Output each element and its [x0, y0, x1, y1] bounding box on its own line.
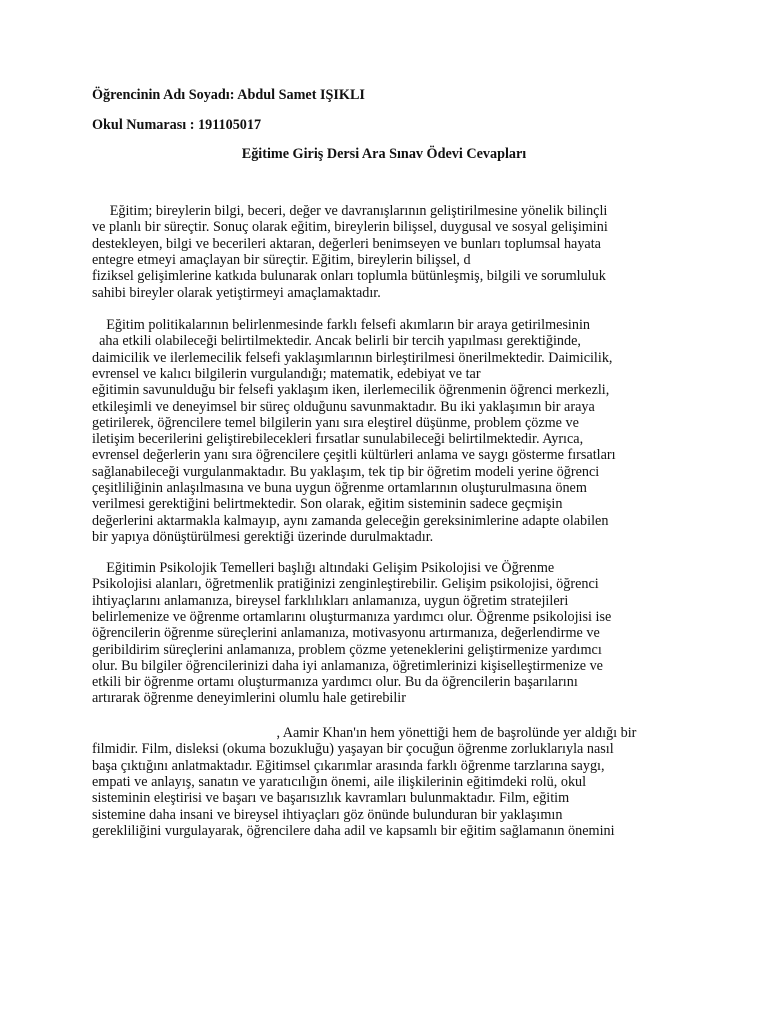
paragraph-line: bir yapıya dönüştürülmesi gerektiği üzerinde durulmaktadır. [92, 528, 434, 545]
paragraph-line: destekleyen, bilgi ve becerileri aktaran, değerleri benimseyen ve bunları toplumsal hayata [92, 235, 601, 252]
paragraph-line: , Aamir Khan'ın hem yönettiği hem de başrolünde yer aldığı bir [92, 725, 637, 741]
student-name-heading: Öğrencinin Adı Soyadı: Abdul Samet IŞIKLI [92, 87, 365, 103]
paragraph-line: fiziksel gelişimlerine katkıda bulunarak onları toplumla bütünleşmiş, bilgili ve sorumluluk [92, 268, 606, 285]
paragraph-line: sağlanabileceği vurgulanmaktadır. Bu yaklaşım, tek tip bir öğretim modeli yerine öğrenci [92, 463, 600, 480]
paragraph-line: etkileşimli ve deneyimsel bir süreç olduğunu savunmaktadır. Bu iki yaklaşımın bir araya [92, 398, 595, 415]
paragraph-line: ihtiyaçlarını anlamanıza, bireysel farklılıkları anlamanıza, uygun öğretim stratejileri [92, 592, 569, 609]
paragraph-line: iletişim becerilerini geliştirebilecekleri fırsatlar sunulabileceği belirtilmektedir. Ayrıca, [92, 431, 584, 448]
paragraph-line: entegre etmeyi amaçlayan bir süreçtir. Eğitim, bireylerin bilişsel, d [92, 251, 471, 268]
paragraph-line: evrensel değerlerin yanı sıra öğrencilere çeşitli kültürleri anlama ve saygı gösterme fırsatları [92, 447, 616, 464]
paragraph-line: öğrencilerin öğrenme süreçlerini anlamanıza, motivasyonu artırmanıza, değerlendirme ve [92, 625, 600, 642]
paragraph-line: empati ve anlayış, sanatın ve yaratıcılığın önemi, aile ilişkilerinin eğitimdeki rolü, okul [92, 773, 587, 790]
paragraph-line: olur. Bu bilgiler öğrencilerinizi daha iyi anlamanıza, öğretimlerinizi kişiselleştirmenize ve [92, 657, 603, 674]
student-number-heading: Okul Numarası : 191105017 [92, 117, 262, 133]
paragraph-line: gerekliliğini vurgulayarak, öğrencilere daha adil ve kapsamlı bir eğitim sağlamanın önemini [92, 822, 615, 839]
paragraph-line: sisteminin eleştirisi ve başarı ve başarısızlık kavramları bulunmaktadır. Film, eğitim [92, 790, 570, 807]
paragraph-line: sistemine daha insani ve bireysel ihtiyaçları göz önünde bulunduran bir yaklaşımın [92, 806, 563, 823]
paragraph-line: verilmesi gerektiğini belirtmektedir. Son olarak, eğitim sisteminin sadece geçmişin [92, 496, 563, 513]
paragraph-line: aha etkili olabileceği belirtilmektedir. Ancak belirli bir tercih yapılması gerektiğinde, [92, 333, 581, 350]
paragraph-line: sahibi bireyler olarak yetiştirmeyi amaçlamaktadır. [92, 284, 381, 301]
paragraph-line: artırarak öğrenme deneyimlerini olumlu hale getirebilir [92, 690, 406, 707]
paragraph-line: eğitimin savunulduğu bir felsefi yaklaşım iken, ilerlemecilik öğrenmenin öğrenci merkezli, [92, 382, 610, 399]
paragraph-line: Eğitim; bireylerin bilgi, beceri, değer ve davranışlarının geliştirilmesine yönelik bilinçli [92, 203, 608, 219]
paragraph-line: değerlerini aktarmakla kalmayıp, aynı zamanda geleceğin gereksinimlerine adapte olabilen [92, 512, 609, 529]
paragraph-line: etkili bir öğrenme ortamı oluşturmanıza yardımcı olur. Bu da öğrencilerin başarılarını [92, 674, 578, 691]
paragraph-line: belirlemenize ve öğrenme ortamlarını oluşturmanıza yardımcı olur. Öğrenme psikolojisi ise [92, 608, 612, 625]
paragraph-line: Eğitimin Psikolojik Temelleri başlığı altındaki Gelişim Psikolojisi ve Öğrenme [92, 560, 555, 576]
paragraph-line: daimicilik ve ilerlemecilik felsefi yaklaşımlarının birleştirilmesi önerilmektedir. Daimicilik, [92, 349, 613, 366]
paragraph-line: geribildirim süreçlerini anlamanıza, problem çözme yeteneklerini geliştirmenize yardımcı [92, 641, 602, 658]
paragraph-line: başa çıktığını anlatmaktadır. Eğitimsel çıkarımlar arasında farklı öğrenme tarzlarına saygı, [92, 757, 605, 774]
paragraph-line: Psikolojisi alanları, öğretmenlik pratiğinizi zenginleştirebilir. Gelişim psikolojisi, öğrenci [92, 576, 599, 593]
paragraph-line: ve planlı bir süreçtir. Sonuç olarak eğitim, bireylerin bilişsel, duygusal ve sosyal gelişimini [92, 219, 608, 236]
paragraph-line: çeşitliliğinin anlaşılmasına ve buna uygun öğrenme ortamlarının oluşturulmasına önem [92, 480, 587, 496]
paragraph-line: Eğitim politikalarının belirlenmesinde farklı felsefi akımların bir araya getirilmesinin [92, 317, 590, 333]
paragraph-line: filmidir. Film, disleksi (okuma bozukluğu) yaşayan bir çocuğun öğrenme zorluklarıyla nasıl [92, 741, 614, 758]
document-title: Eğitime Giriş Dersi Ara Sınav Ödevi Cevapları [241, 146, 527, 162]
paragraph-line: getirilerek, öğrencilere temel bilgilerin yanı sıra eleştirel düşünme, problem çözme ve [92, 414, 579, 431]
paragraph-line: evrensel ve kalıcı bilgilerin vurgulandığı; matematik, edebiyat ve tar [92, 365, 481, 382]
